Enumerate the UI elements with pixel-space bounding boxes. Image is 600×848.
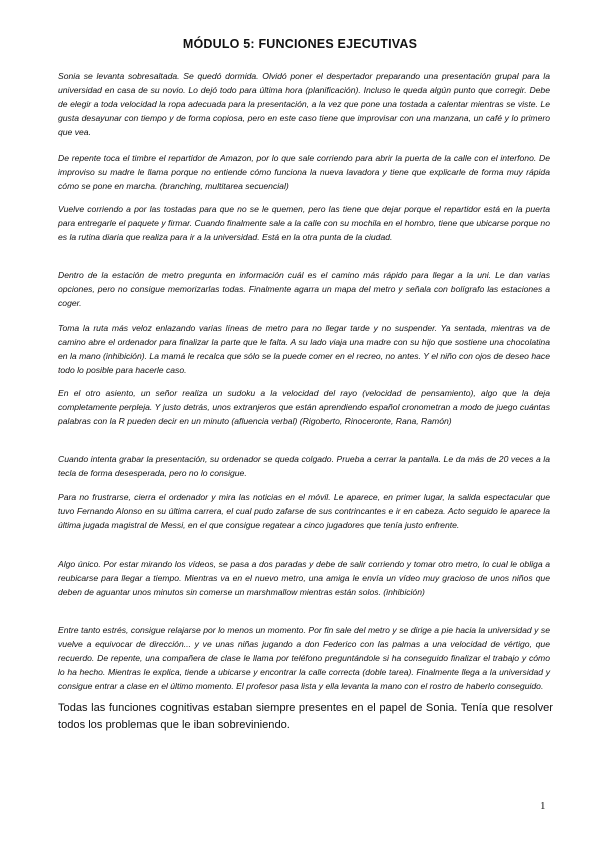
paragraph-7: Cuando intenta grabar la presentación, su ordenador se queda colgado. Prueba a cerrar la pantalla. Le da más de 20 veces a la tecla de forma desesperada, pero no lo consigue.	[58, 454, 550, 478]
paragraph-3: Vuelve corriendo a por las tostadas para que no se le quemen, pero las tiene que dejar porque el repartidor está en la puerta para entregarle el paquete y firmar. Cuando finalmente sale a la calle con su mochila en el hombro, tiene que ubicarse porque no es la rutina diaria que realiza para ir a la universidad. Está en la otra punta de la ciudad.	[58, 204, 550, 242]
paragraph-4: Dentro de la estación de metro pregunta en información cuál es el camino más rápido para llegar a la uni. Le dan varias opciones, pero no consigue memorizarlas todas. Finalmente agarra un mapa del metro y señala con bolígrafo las estaciones a coger.	[58, 270, 550, 308]
conclusion-text: Todas las funciones cognitivas estaban siempre presentes en el papel de Sonia. Tenía que resolver todos los problemas que le iban sobreviniendo.	[58, 702, 553, 731]
page-number: 1	[540, 800, 546, 812]
paragraph-2: De repente toca el timbre el repartidor de Amazon, por lo que sale corriendo para abrir la puerta de la calle con el interfono. De improviso su madre le llama porque no entiende cómo funciona la nueva lavadora y tiene que explicarle de forma muy rápida cómo se pone en marcha. (branching, multitarea secuencial)	[58, 153, 550, 191]
paragraph-5: Toma la ruta más veloz enlazando varias líneas de metro para no llegar tarde y no suspender. Ya sentada, mientras va de camino abre el ordenador para finalizar la parte que le falta. A su lado viaja una madre con su hijo que sostiene una chocolatina en la mano (inhibición). La mamá le recalca que sólo se la puede comer en el recreo, no antes. Y el niño con ojos de deseo hace todo lo posible para hacerle caso.	[58, 323, 550, 375]
paragraph-9: Algo único. Por estar mirando los vídeos, se pasa a dos paradas y debe de salir corriendo y tomar otro metro, lo cual le obliga a reubicarse para llegar a tiempo. Mientras va en el nuevo metro, una amiga le envía un vídeo muy gracioso de unos niños que deben de aguantar unos minutos sin comerse un marshmallow mientras están solos. (inhibición)	[58, 559, 550, 597]
document-title: MÓDULO 5: FUNCIONES EJECUTIVAS	[182, 37, 418, 51]
paragraph-8: Para no frustrarse, cierra el ordenador y mira las noticias en el móvil. Le aparece, en primer lugar, la salida espectacular que tuvo Fernando Alonso en su última carrera, el cual pudo zafarse de sus contrincantes e ir en cabeza. Acto seguido le aparece la última jugada magistral de Messi, en el que consigue regatear a cinco jugadores que tenía justo enfrente.	[58, 492, 550, 530]
paragraph-6: En el otro asiento, un señor realiza un sudoku a la velocidad del rayo (velocidad de pensamiento), algo que la deja completamente perpleja. Y justo detrás, unos extranjeros que están aprendiendo español cronometran a modo de juego cuántas palabras con la R pueden decir en un minuto (afluencia verbal) (Rigoberto, Rinoceronte, Rana, Ramón)	[58, 388, 550, 426]
paragraph-1: Sonia se levanta sobresaltada. Se quedó dormida. Olvidó poner el despertador preparando una presentación grupal para la universidad en casa de su novio. Lo dejó todo para última hora (planificación). Incluso le queda algún punto que corregir. Debe de elegir a toda velocidad la ropa adecuada para la presentación, a la vez que pone una tostada a calentar mientras se viste. Le gusta desayunar con tiempo y de forma copiosa, pero en este caso tiene que improvisar con una manzana, un café y lo primero que vea.	[58, 71, 550, 137]
paragraph-10: Entre tanto estrés, consigue relajarse por lo menos un momento. Por fin sale del metro y se dirige a pie hacia la universidad y se vuelve a equivocar de dirección... y ve unas niñas jugando a don Federico con las palmas a una velocidad de vértigo, que recuerdo. De repente, una compañera de clase le llama por teléfono preguntándole si ha conseguido finalizar el trabajo y cómo lo ha hecho. Mientras le explica, tiende a ubicarse y encontrar la calle correcta (doble tarea). Finalmente llega a la universidad y consigue entrar a clase en el último momento. El profesor pasa lista y ella levanta la mano con el rostro de haberlo conseguido.	[58, 625, 550, 691]
